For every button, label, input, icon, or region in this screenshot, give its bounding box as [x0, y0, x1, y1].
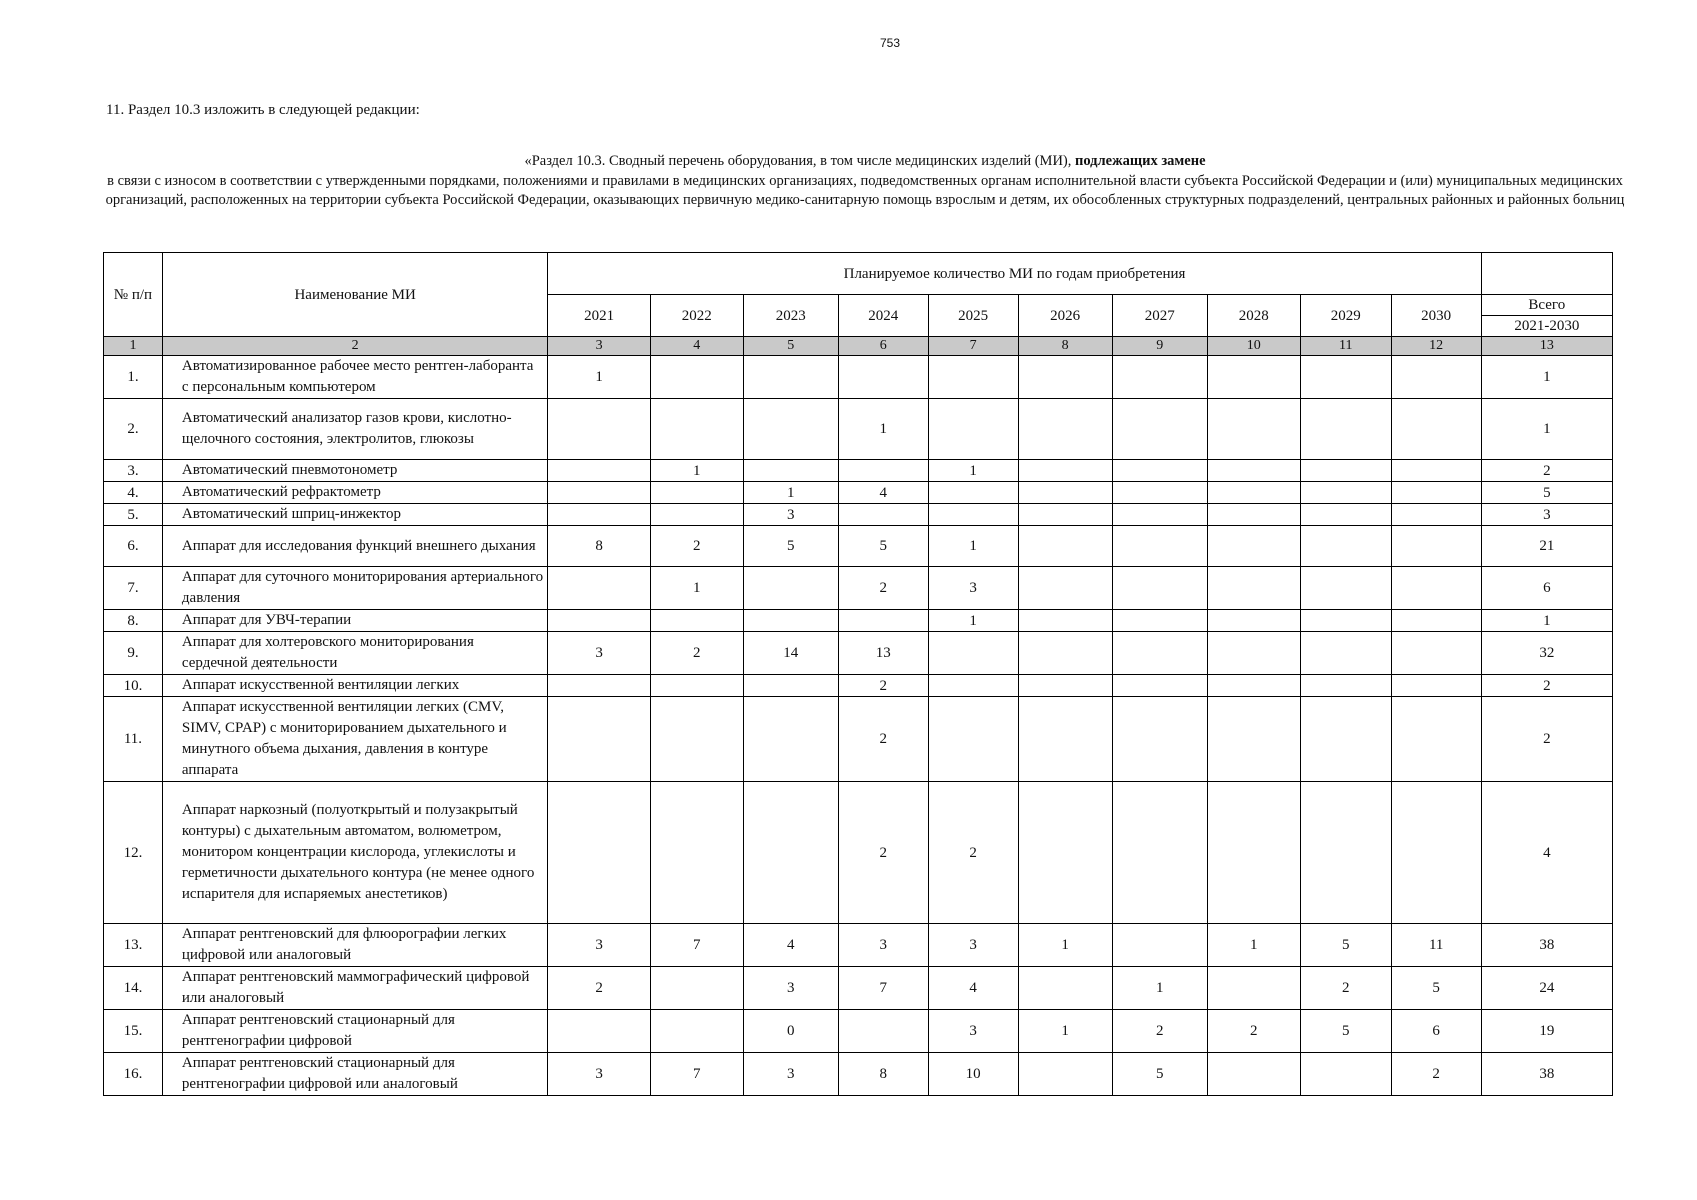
row-value [650, 675, 743, 697]
row-value [1207, 504, 1300, 526]
table-row [104, 504, 1613, 526]
table-row [104, 967, 1613, 1010]
row-value [1207, 567, 1300, 610]
row-number: 10. [104, 675, 163, 697]
row-value [928, 504, 1018, 526]
row-value: 8 [838, 1053, 928, 1096]
row-value [1207, 460, 1300, 482]
row-value: 3 [743, 1053, 838, 1096]
heading-body: в связи с износом в соответствии с утвержденными порядками, положениями и правилами в медицинских организациях, подведомственных органам исполнительной власти субъекта Российской Федерации и (или) муниципальных медицинских организаций, расположенных на территории субъекта Российской Федерации, оказывающих первичную медико-санитарную помощь взрослым и детям, их обособленных структурных подразделений, центральных районных и районных больниц [105, 172, 1625, 208]
row-value: 1 [1018, 924, 1112, 967]
row-number: 7. [104, 567, 163, 610]
row-value [650, 356, 743, 399]
row-value [1112, 504, 1207, 526]
row-number: 9. [104, 632, 163, 675]
row-value [743, 356, 838, 399]
row-value: 2 [1207, 1010, 1300, 1053]
column-index: 5 [743, 337, 838, 356]
row-value [1391, 399, 1481, 460]
table-row [104, 675, 1613, 697]
row-value [1112, 782, 1207, 924]
row-value: 3 [743, 504, 838, 526]
row-value [1112, 924, 1207, 967]
heading-bold: подлежащих замене [1075, 153, 1206, 169]
row-value [548, 1010, 650, 1053]
row-number: 2. [104, 399, 163, 460]
row-value: 1 [650, 460, 743, 482]
row-value [1300, 675, 1391, 697]
row-value: 11 [1391, 924, 1481, 967]
column-index: 10 [1207, 337, 1300, 356]
row-value: 10 [928, 1053, 1018, 1096]
row-total: 5 [1481, 482, 1612, 504]
row-value: 3 [838, 924, 928, 967]
row-value [928, 399, 1018, 460]
row-value [548, 504, 650, 526]
row-value: 2 [650, 526, 743, 567]
row-value [650, 782, 743, 924]
row-name: Аппарат для УВЧ-терапии [162, 610, 548, 632]
row-value: 5 [1300, 924, 1391, 967]
row-value: 1 [928, 610, 1018, 632]
row-value [1391, 782, 1481, 924]
row-value: 1 [1207, 924, 1300, 967]
row-value [1391, 504, 1481, 526]
row-value: 3 [743, 967, 838, 1010]
column-index: 3 [548, 337, 650, 356]
row-value [1300, 504, 1391, 526]
row-value [548, 460, 650, 482]
row-value: 3 [928, 1010, 1018, 1053]
header-total-range: 2021-2030 [1481, 316, 1612, 337]
column-index: 1 [104, 337, 163, 356]
table-row [104, 610, 1613, 632]
row-number: 15. [104, 1010, 163, 1053]
row-value [650, 967, 743, 1010]
row-name: Аппарат для холтеровского мониторирования сердечной деятельности [162, 632, 548, 675]
row-value [1018, 632, 1112, 675]
row-value: 1 [743, 482, 838, 504]
row-value [1391, 632, 1481, 675]
section-heading [100, 152, 1630, 211]
row-value [928, 697, 1018, 782]
row-number: 8. [104, 610, 163, 632]
row-value [1112, 356, 1207, 399]
row-value [1207, 1053, 1300, 1096]
row-value: 5 [1300, 1010, 1391, 1053]
row-value: 2 [838, 782, 928, 924]
row-value: 2 [1300, 967, 1391, 1010]
header-year: 2024 [838, 295, 928, 337]
header-year: 2025 [928, 295, 1018, 337]
row-value [1207, 526, 1300, 567]
row-value [743, 460, 838, 482]
row-value: 2 [548, 967, 650, 1010]
table-row [104, 1010, 1613, 1053]
table-row [104, 924, 1613, 967]
header-year: 2028 [1207, 295, 1300, 337]
row-number: 12. [104, 782, 163, 924]
row-value [650, 697, 743, 782]
row-number: 16. [104, 1053, 163, 1096]
row-value: 2 [838, 567, 928, 610]
row-value: 2 [838, 697, 928, 782]
row-value [1018, 460, 1112, 482]
row-number: 14. [104, 967, 163, 1010]
row-value [743, 567, 838, 610]
column-index: 12 [1391, 337, 1481, 356]
row-name: Автоматический рефрактометр [162, 482, 548, 504]
row-value [1018, 697, 1112, 782]
heading-prefix: «Раздел 10.3. Сводный перечень оборудования, в том числе медицинских изделий (МИ), [524, 153, 1075, 169]
heading-title-line [100, 152, 1630, 172]
row-value [1112, 526, 1207, 567]
column-index: 9 [1112, 337, 1207, 356]
table-row [104, 526, 1613, 567]
row-total: 1 [1481, 356, 1612, 399]
row-total: 21 [1481, 526, 1612, 567]
row-name: Автоматический шприц-инжектор [162, 504, 548, 526]
row-value [1112, 610, 1207, 632]
row-number: 6. [104, 526, 163, 567]
row-value [1207, 967, 1300, 1010]
row-total: 1 [1481, 399, 1612, 460]
row-value: 1 [928, 526, 1018, 567]
row-total: 6 [1481, 567, 1612, 610]
row-value: 5 [1112, 1053, 1207, 1096]
row-value [1018, 356, 1112, 399]
instruction-text: 11. Раздел 10.3 изложить в следующей редакции: [106, 102, 420, 118]
row-value [1112, 632, 1207, 675]
row-total: 32 [1481, 632, 1612, 675]
row-value [1300, 1053, 1391, 1096]
row-value [1018, 967, 1112, 1010]
row-value [548, 782, 650, 924]
row-value [1112, 399, 1207, 460]
row-value [1207, 399, 1300, 460]
row-name: Аппарат искусственной вентиляции легких (CMV, SIMV, CPAP) с мониторированием дыхательного и минутного объема дыхания, давления в контуре аппарата [162, 697, 548, 782]
header-year: 2021 [548, 295, 650, 337]
row-total: 4 [1481, 782, 1612, 924]
row-value [1391, 526, 1481, 567]
header-year: 2030 [1391, 295, 1481, 337]
table-row [104, 782, 1613, 924]
row-value [1112, 697, 1207, 782]
row-value [1018, 782, 1112, 924]
row-value [928, 632, 1018, 675]
row-value [743, 697, 838, 782]
row-value [1112, 567, 1207, 610]
row-value [1391, 610, 1481, 632]
row-value: 1 [838, 399, 928, 460]
row-value [650, 482, 743, 504]
row-value: 2 [1112, 1010, 1207, 1053]
row-value [1300, 697, 1391, 782]
row-number: 11. [104, 697, 163, 782]
row-value [1207, 782, 1300, 924]
row-value: 1 [1112, 967, 1207, 1010]
table-row [104, 697, 1613, 782]
row-value [838, 356, 928, 399]
row-value [928, 675, 1018, 697]
row-value [1300, 399, 1391, 460]
row-value: 6 [1391, 1010, 1481, 1053]
column-index: 7 [928, 337, 1018, 356]
row-value [1300, 482, 1391, 504]
row-total: 19 [1481, 1010, 1612, 1053]
row-value: 1 [548, 356, 650, 399]
row-name: Автоматический пневмотонометр [162, 460, 548, 482]
row-value [1300, 356, 1391, 399]
header-total-empty [1481, 253, 1612, 295]
row-total: 2 [1481, 675, 1612, 697]
row-name: Аппарат рентгеновский стационарный для рентгенографии цифровой [162, 1010, 548, 1053]
row-value [1300, 782, 1391, 924]
row-value: 4 [928, 967, 1018, 1010]
equipment-table [103, 252, 1613, 1096]
row-value: 3 [548, 632, 650, 675]
table-row [104, 567, 1613, 610]
row-name: Аппарат рентгеновский стационарный для рентгенографии цифровой или аналоговый [162, 1053, 548, 1096]
row-name: Аппарат рентгеновский для флюорографии легких цифровой или аналоговый [162, 924, 548, 967]
row-value: 1 [928, 460, 1018, 482]
row-value: 8 [548, 526, 650, 567]
header-name: Наименование МИ [162, 253, 548, 337]
row-value: 0 [743, 1010, 838, 1053]
row-value [650, 610, 743, 632]
row-total: 2 [1481, 460, 1612, 482]
row-value: 7 [838, 967, 928, 1010]
row-value: 14 [743, 632, 838, 675]
table-row [104, 356, 1613, 399]
row-value: 2 [1391, 1053, 1481, 1096]
row-name: Аппарат для исследования функций внешнего дыхания [162, 526, 548, 567]
row-name: Аппарат наркозный (полуоткрытый и полузакрытый контуры) с дыхательным автоматом, волюметром, монитором концентрации кислорода, углекислоты и герметичности дыхательного контура (не менее одного испарителя для испаряемых анестетиков) [162, 782, 548, 924]
row-total: 38 [1481, 924, 1612, 967]
row-value [1300, 567, 1391, 610]
row-value [1207, 632, 1300, 675]
column-index: 8 [1018, 337, 1112, 356]
row-value: 7 [650, 924, 743, 967]
header-year: 2027 [1112, 295, 1207, 337]
row-value: 4 [743, 924, 838, 967]
row-number: 3. [104, 460, 163, 482]
row-name: Аппарат для суточного мониторирования артериального давления [162, 567, 548, 610]
row-value [838, 504, 928, 526]
row-value [928, 482, 1018, 504]
header-year: 2026 [1018, 295, 1112, 337]
row-total: 2 [1481, 697, 1612, 782]
column-index: 4 [650, 337, 743, 356]
row-value [928, 356, 1018, 399]
table-row [104, 482, 1613, 504]
row-value [650, 399, 743, 460]
row-value [1207, 356, 1300, 399]
row-value [1391, 567, 1481, 610]
row-value [1391, 697, 1481, 782]
row-value [838, 610, 928, 632]
row-number: 5. [104, 504, 163, 526]
row-value [1207, 482, 1300, 504]
row-value: 7 [650, 1053, 743, 1096]
row-total: 3 [1481, 504, 1612, 526]
row-value: 3 [548, 924, 650, 967]
row-value: 5 [1391, 967, 1481, 1010]
row-value [548, 399, 650, 460]
row-value [548, 697, 650, 782]
row-value [1018, 482, 1112, 504]
row-value [548, 482, 650, 504]
header-year: 2023 [743, 295, 838, 337]
row-value [1018, 504, 1112, 526]
row-value [1112, 482, 1207, 504]
row-value [1391, 482, 1481, 504]
row-value: 1 [650, 567, 743, 610]
row-value [1207, 697, 1300, 782]
row-value [1018, 1053, 1112, 1096]
table-row [104, 460, 1613, 482]
row-value [1300, 610, 1391, 632]
row-value: 3 [928, 567, 1018, 610]
row-name: Аппарат рентгеновский маммографический цифровой или аналоговый [162, 967, 548, 1010]
row-value [743, 610, 838, 632]
row-value: 3 [928, 924, 1018, 967]
table-row [104, 1053, 1613, 1096]
row-number: 4. [104, 482, 163, 504]
row-value [1391, 460, 1481, 482]
table-row [104, 632, 1613, 675]
row-value [838, 460, 928, 482]
row-value [548, 610, 650, 632]
column-index: 6 [838, 337, 928, 356]
header-year: 2029 [1300, 295, 1391, 337]
row-value: 5 [743, 526, 838, 567]
row-value [1300, 460, 1391, 482]
row-total: 38 [1481, 1053, 1612, 1096]
row-total: 24 [1481, 967, 1612, 1010]
row-value: 2 [838, 675, 928, 697]
row-value [1391, 356, 1481, 399]
row-value: 3 [548, 1053, 650, 1096]
page-number: 753 [879, 36, 901, 50]
row-name: Автоматический анализатор газов крови, кислотно-щелочного состояния, электролитов, глюкозы [162, 399, 548, 460]
row-value [650, 1010, 743, 1053]
header-year: 2022 [650, 295, 743, 337]
row-value [650, 504, 743, 526]
row-value [1112, 460, 1207, 482]
row-value [743, 782, 838, 924]
row-value [1018, 399, 1112, 460]
column-index: 2 [162, 337, 548, 356]
row-name: Аппарат искусственной вентиляции легких [162, 675, 548, 697]
header-total-label: Всего [1481, 295, 1612, 316]
row-value [1018, 675, 1112, 697]
row-value [743, 399, 838, 460]
column-index: 11 [1300, 337, 1391, 356]
header-num: № п/п [104, 253, 163, 337]
row-value [1300, 632, 1391, 675]
row-number: 1. [104, 356, 163, 399]
row-value: 2 [928, 782, 1018, 924]
row-value [1112, 675, 1207, 697]
row-value [743, 675, 838, 697]
row-value: 4 [838, 482, 928, 504]
column-index: 13 [1481, 337, 1612, 356]
row-value: 13 [838, 632, 928, 675]
table-row [104, 399, 1613, 460]
row-number: 13. [104, 924, 163, 967]
row-value [548, 567, 650, 610]
row-value [548, 675, 650, 697]
row-value [1018, 526, 1112, 567]
row-value [1300, 526, 1391, 567]
header-planned: Планируемое количество МИ по годам приобретения [548, 253, 1481, 295]
row-value [1207, 675, 1300, 697]
row-total: 1 [1481, 610, 1612, 632]
row-value [838, 1010, 928, 1053]
row-value [1018, 610, 1112, 632]
row-value [1391, 675, 1481, 697]
row-value: 1 [1018, 1010, 1112, 1053]
row-name: Автоматизированное рабочее место рентген-лаборанта с персональным компьютером [162, 356, 548, 399]
row-value: 2 [650, 632, 743, 675]
row-value [1207, 610, 1300, 632]
row-value: 5 [838, 526, 928, 567]
row-value [1018, 567, 1112, 610]
